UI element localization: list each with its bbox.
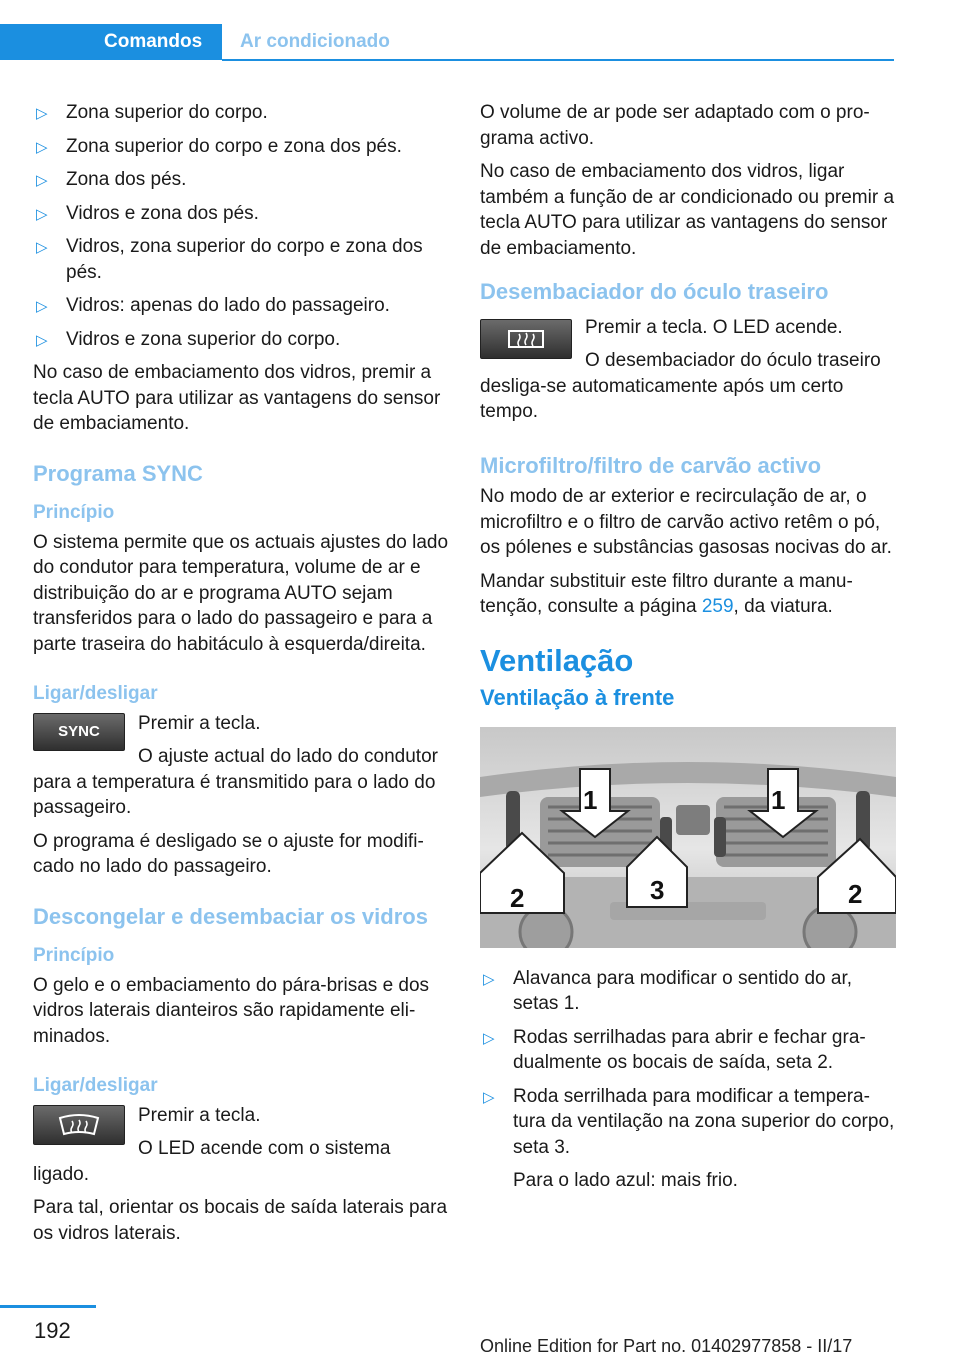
triangle-bullet-icon: ▷ [36, 105, 48, 122]
edition-footer: Online Edition for Part no. 01402977858 - II/17 [480, 1336, 853, 1356]
paragraph: O volume de ar pode ser adaptado com o programa activo. [480, 102, 870, 149]
paragraph: Premir a tecla. [138, 712, 261, 734]
paragraph: O desembaciador do óculo traseiro desliga-se automaticamente após um certo tempo. [480, 350, 881, 422]
paragraph: No caso de embaciamento dos vidros, premir a tecla AUTO para utilizar as vantagens do sensor de embaciamento. [33, 362, 441, 434]
paragraph: O ajuste actual do lado do condutor para a temperatura é transmitido para o lado do passageiro. [33, 746, 438, 818]
paragraph: Para o lado azul: mais frio. [513, 1170, 738, 1191]
sync-key-icon: SYNC [33, 713, 125, 751]
list-item: ▷ Vidros, zona superior do corpo e zona dos pés. [36, 236, 423, 283]
paragraph: No caso de embaciamento dos vidros, ligar também a função de ar condicionado ou premir a tecla AUTO para utilizar as vantagens do sensor de embaciamento. [480, 161, 895, 259]
figure-label: 3 [650, 874, 665, 905]
rear-window-defrost-icon [503, 326, 549, 352]
list-item: ▷ Vidros e zona dos pés. [33, 201, 451, 227]
header-rule [222, 59, 894, 61]
figure-label: 1 [771, 784, 786, 815]
subheading-principle: Princípio [33, 502, 115, 523]
triangle-bullet-icon: ▷ [36, 331, 48, 349]
figure-label: 2 [510, 882, 525, 913]
list-item: ▷ Zona superior do corpo. [33, 100, 451, 126]
page-link[interactable]: 259 [701, 596, 734, 617]
paragraph: Premir a tecla. O LED acende. [585, 316, 843, 338]
triangle-bullet-icon: ▷ [36, 172, 48, 189]
triangle-bullet-icon: ▷ [36, 205, 48, 223]
figure-label: 1 [583, 784, 598, 815]
paragraph: Mandar substituir este filtro durante a manutenção, consulte a página 259, da viatura. [480, 570, 853, 617]
ventilation-figure [480, 727, 896, 948]
subheading-principle: Princípio [33, 945, 115, 966]
paragraph: Para tal, orientar os bocais de saída laterais para os vidros laterais. [33, 1197, 448, 1244]
section-title-front-ventilation: Ventilação à frente [480, 685, 675, 710]
section-title-rear-defrost: Desembaciador do óculo traseiro [480, 279, 829, 304]
sync-key-block [33, 711, 451, 821]
paragraph: O gelo e o embaciamento do pára-brisas e dos vidros laterais dianteiros são rapidamente eliminados. [33, 974, 430, 1047]
list-item: ▷ Vidros: apenas do lado do passageiro. [33, 293, 451, 319]
subheading-onoff: Ligar/desligar [33, 1075, 158, 1096]
paragraph: O programa é desligado se o ajuste for modificado no lado do passageiro. [33, 830, 424, 877]
list-item: ▷ Zona dos pés. [33, 167, 451, 193]
list-item: ▷ Zona superior do corpo e zona dos pés. [33, 134, 451, 160]
triangle-bullet-icon: ▷ [483, 1088, 495, 1106]
list-item: ▷ Vidros e zona superior do corpo. [33, 327, 451, 353]
dashboard-vents-illustration [480, 727, 896, 948]
right-column [480, 100, 896, 1202]
chapter-title-ventilation: Ventilação [480, 642, 634, 678]
triangle-bullet-icon: ▷ [483, 1029, 495, 1047]
list-item: ▷ Roda serrilhada para modificar a temperatura da ventilação na zona superior do corpo, seta 3. [483, 1085, 895, 1158]
page-number: 192 [34, 1318, 71, 1343]
paragraph: Premir a tecla. [138, 1104, 261, 1126]
rear-defrost-key-icon [480, 319, 572, 359]
section-title-sync: Programa SYNC [33, 460, 203, 486]
triangle-bullet-icon: ▷ [36, 138, 48, 156]
rear-defrost-key-block [480, 315, 896, 425]
windshield-defrost-icon [56, 1112, 102, 1138]
paragraph: O sistema permite que os actuais ajustes do lado do condutor para temperatura, volume de ar e distribuição do ar e programa AUTO sejam transferidos para o lado do passageiro e para a parte traseira do habitáculo à esquerda/direita. [33, 531, 449, 655]
section-title-microfilter: Microfiltro/filtro de carvão activo [480, 452, 822, 478]
triangle-bullet-icon: ▷ [483, 970, 495, 988]
figure-label: 2 [848, 878, 863, 909]
paragraph: O LED acende com o sistema ligado. [33, 1138, 391, 1185]
defrost-key-block [33, 1103, 451, 1188]
list-item: ▷ Rodas serrilhadas para abrir e fechar gradualmente os bocais de saída, seta 2. [483, 1026, 866, 1073]
triangle-bullet-icon: ▷ [36, 298, 48, 315]
list-item: ▷ Alavanca para modificar o sentido do ar, setas 1. [483, 967, 853, 1014]
page-number-rule [0, 1305, 96, 1308]
left-column [33, 100, 451, 1254]
section-title-defrost: Descongelar e desembaciar os vidros [33, 903, 428, 929]
subheading-onoff: Ligar/desligar [33, 683, 158, 704]
paragraph: No modo de ar exterior e recirculação de ar, o microfiltro e o filtro de carvão activo retêm o pó, os pólenes e substâncias gasosas nocivas do ar. [480, 486, 892, 558]
tab-ar-condicionado[interactable]: Ar condicionado [240, 31, 390, 52]
front-defrost-key-icon [33, 1105, 125, 1145]
page-header [0, 0, 960, 62]
tab-comandos[interactable]: Comandos [0, 24, 222, 60]
triangle-bullet-icon: ▷ [36, 239, 48, 256]
